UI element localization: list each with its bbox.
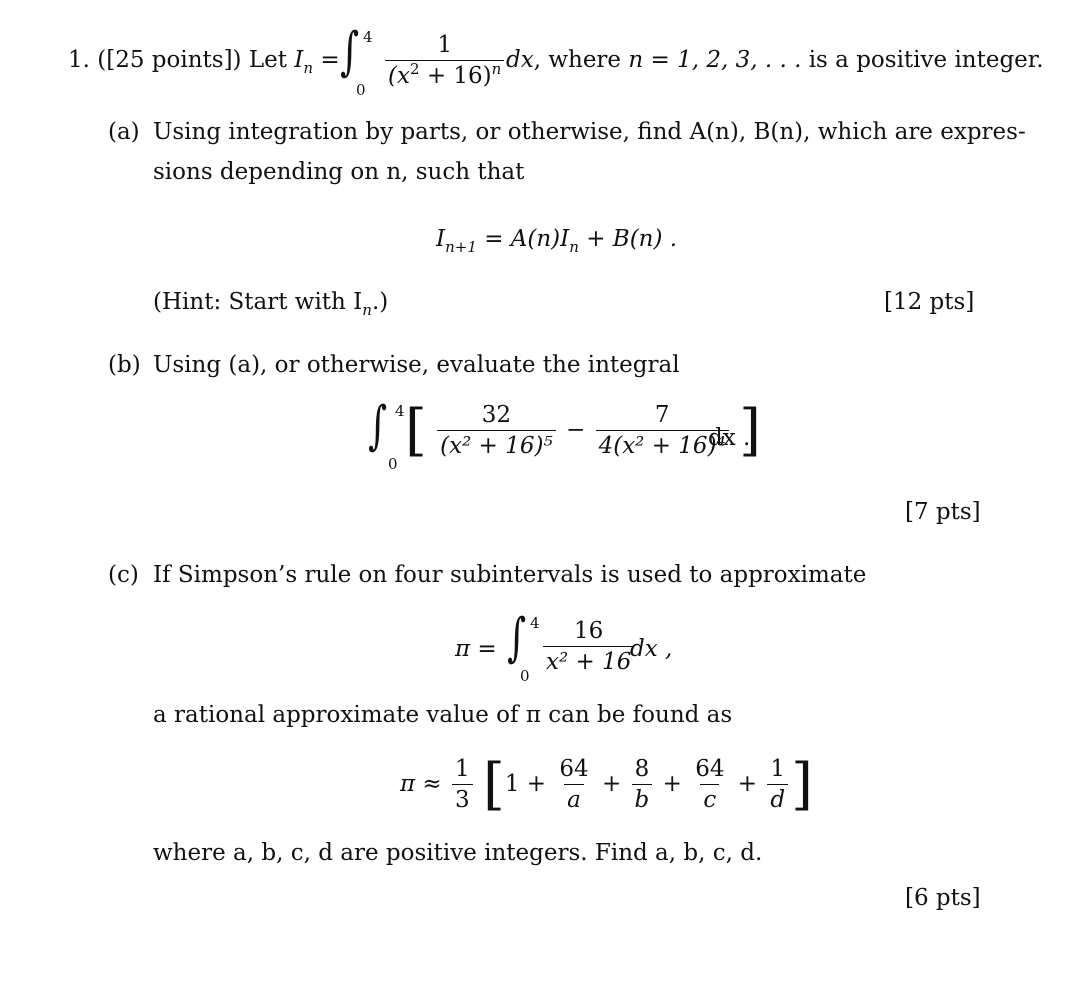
part-c-points: [6 pts] xyxy=(905,885,981,911)
part-a-label: (a) xyxy=(108,119,140,145)
dx-text: dx xyxy=(506,47,534,73)
part-b-dx: dx . xyxy=(708,425,751,451)
part-a-equation xyxy=(436,226,678,256)
part-c-lower-limit: 0 xyxy=(520,667,530,685)
part-a-hint xyxy=(153,289,389,319)
let-text: Let xyxy=(248,47,287,73)
part-c-integral-sign: ∫ xyxy=(507,608,527,668)
part-c-text: If Simpson’s rule on four subintervals is used to approximate xyxy=(153,562,867,588)
left-bracket: [ xyxy=(405,398,427,463)
third-num: 1 xyxy=(455,756,470,782)
term3-num: 64 xyxy=(695,756,725,782)
part-b-num2: 7 xyxy=(654,402,670,428)
part-c-den: x² + 16 xyxy=(543,646,634,674)
term4-den: d xyxy=(767,784,788,812)
eq-rest: = A(n)I xyxy=(484,226,570,252)
term2-den: b xyxy=(632,784,653,812)
part-c-pi-eq: π = xyxy=(455,636,497,662)
part-c-label: (c) xyxy=(108,562,139,588)
tail-text: is a positive integer. xyxy=(808,47,1044,73)
term1-num: 64 xyxy=(559,756,589,782)
part-b-text: Using (a), or otherwise, evaluate the integral xyxy=(153,352,680,378)
eq-tail: + B(n) . xyxy=(586,226,678,252)
hint-sub: n xyxy=(362,301,372,319)
part-b-integral-sign: ∫ xyxy=(368,396,388,456)
part-b-label: (b) xyxy=(108,352,141,378)
points-label: ([25 points]) xyxy=(97,47,242,73)
n-values: n = 1, 2, 3, . . . xyxy=(628,47,802,73)
denominator-base: (x xyxy=(388,63,410,89)
part-c-fraction xyxy=(540,620,637,674)
right-bracket: ] xyxy=(739,398,761,463)
header-tail xyxy=(506,49,1044,72)
symbol-n-sub: n xyxy=(303,59,314,77)
term4-num: 1 xyxy=(770,756,786,782)
integral-sign: ∫ xyxy=(340,22,360,82)
part-c-mid-text: a rational approximate value of π can be found as xyxy=(153,702,733,728)
equals-sign: = xyxy=(320,47,340,73)
part-b-lower-limit: 0 xyxy=(388,455,398,473)
term2-num: 8 xyxy=(634,756,650,782)
denominator-rest: + 16) xyxy=(426,63,492,89)
approx-sign: π ≈ xyxy=(400,771,442,797)
eq-i: I xyxy=(436,226,446,252)
part-c-upper-limit: 4 xyxy=(530,614,540,632)
denominator-exponent: n xyxy=(491,60,502,78)
simpson-approximation xyxy=(400,752,813,817)
part-b-num1: 32 xyxy=(481,402,512,428)
plus-3: + xyxy=(737,771,758,797)
where-text: , where xyxy=(533,47,622,73)
problem-number: 1. xyxy=(68,47,90,73)
plus-1: + xyxy=(601,771,622,797)
part-c-num: 16 xyxy=(574,618,604,644)
part-a-text-line1: Using integration by parts, or otherwise, find A(n), B(n), which are expres- xyxy=(153,119,1026,145)
term1-den: a xyxy=(564,784,584,812)
eq-sub-n1: n+1 xyxy=(445,238,477,256)
one-plus: 1 + xyxy=(504,771,547,797)
simpson-left-bracket: [ xyxy=(482,752,505,817)
problem-header xyxy=(68,47,340,77)
upper-limit: 4 xyxy=(363,28,373,46)
part-b-den1: (x² + 16)⁵ xyxy=(437,430,556,458)
part-a-text-line2: sions depending on n, such that xyxy=(153,159,525,185)
part-b-points: [7 pts] xyxy=(905,499,981,525)
part-a-points: [12 pts] xyxy=(884,289,975,315)
lower-limit: 0 xyxy=(356,81,366,99)
part-b-den2: 4(x² + 16)⁴ xyxy=(596,430,729,458)
third-den: 3 xyxy=(452,784,473,812)
term3-den: c xyxy=(700,784,719,812)
plus-2: + xyxy=(662,771,682,797)
simpson-right-bracket: ] xyxy=(791,752,813,817)
part-c-dx: dx , xyxy=(630,636,673,662)
eq-sub-n: n xyxy=(569,238,579,256)
part-c-final-text: where a, b, c, d are positive integers. Find a, b, c, d. xyxy=(153,840,763,866)
fraction-numerator: 1 xyxy=(437,32,452,58)
part-b-minus: − xyxy=(566,417,586,443)
main-fraction xyxy=(382,34,507,88)
part-b-upper-limit: 4 xyxy=(395,402,405,420)
hint-end: .) xyxy=(371,289,389,315)
denominator-square: 2 xyxy=(409,60,420,78)
hint-text: (Hint: Start with I xyxy=(153,289,363,315)
symbol-i: I xyxy=(294,47,304,73)
